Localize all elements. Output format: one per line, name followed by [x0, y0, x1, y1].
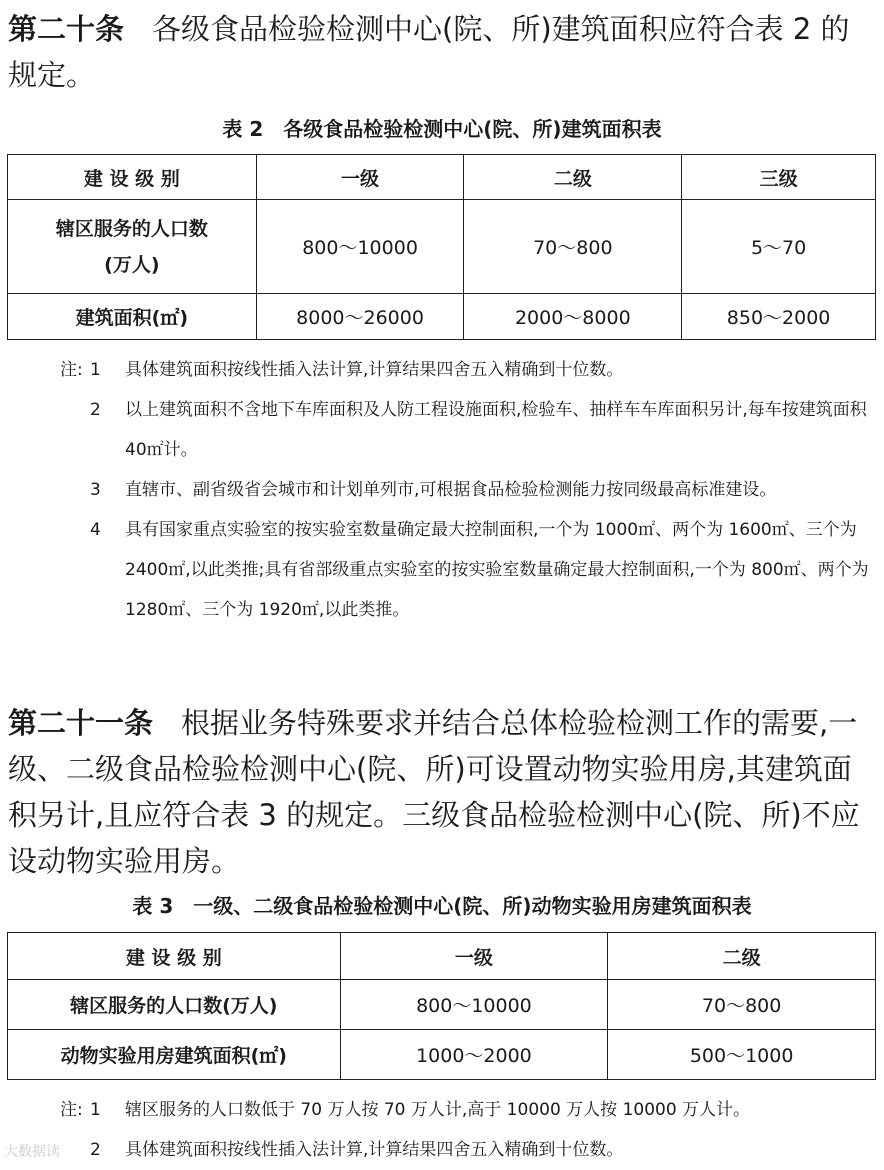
article-21	[8, 700, 876, 884]
table-2-caption: 表 2 各级食品检验检测中心(院、所)建筑面积表	[222, 117, 662, 141]
table-2-header-row	[8, 155, 876, 200]
note-number: 1	[90, 360, 101, 380]
table-row	[8, 200, 876, 294]
watermark: 大数据读	[4, 1144, 60, 1160]
note-text: 直辖市、副省级省会城市和计划单列市,可根据食品检验检测能力按同级最高标准建设。	[125, 480, 777, 500]
table-3-header-cell: 二级	[608, 933, 876, 980]
table-2-header-cell: 一级	[256, 155, 464, 200]
table-2-notes	[60, 350, 876, 630]
table-2-header-cell: 二级	[464, 155, 682, 200]
table-3-notes	[60, 1090, 876, 1170]
note-item	[60, 350, 876, 390]
table-cell: 70～800	[608, 980, 876, 1030]
table-3-header-cell: 建 设 级 别	[8, 933, 341, 980]
note-item	[60, 390, 876, 470]
article-21-text: 根据业务特殊要求并结合总体检验检测工作的需要,一级、二级食品检验检测中心(院、所)可设置动物实验用房,其建筑面积另计,且应符合表 3 的规定。三级食品检验检测中心(院、所)不应设动物实验用房。	[8, 706, 860, 878]
table-cell: 800～10000	[340, 980, 608, 1030]
table-3	[7, 932, 876, 1080]
note-number: 1	[90, 1100, 101, 1120]
table-cell: 1000～2000	[340, 1030, 608, 1080]
table-cell: 800～10000	[256, 200, 464, 294]
note-number: 4	[90, 520, 101, 540]
table-cell: 850～2000	[682, 294, 876, 340]
table-cell: 8000～26000	[256, 294, 464, 340]
table-3-header-row	[8, 933, 876, 980]
table-2-row-label	[8, 200, 257, 294]
table-cell: 2000～8000	[464, 294, 682, 340]
note-text: 以上建筑面积不含地下车库面积及人防工程设施面积,检验车、抽样车车库面积另计,每车按建筑面积 40㎡计。	[125, 400, 867, 460]
table-row	[8, 980, 876, 1030]
table-3-row-label: 动物实验用房建筑面积(㎡)	[8, 1030, 341, 1080]
article-20-text: 各级食品检验检测中心(院、所)建筑面积应符合表 2 的规定。	[8, 12, 850, 92]
table-2-header-cell: 三级	[682, 155, 876, 200]
table-3-row-label: 辖区服务的人口数(万人)	[8, 980, 341, 1030]
table-3-caption: 表 3 一级、二级食品检验检测中心(院、所)动物实验用房建筑面积表	[132, 894, 752, 918]
article-21-number: 第二十一条	[8, 706, 154, 740]
note-text: 具体建筑面积按线性插入法计算,计算结果四舍五入精确到十位数。	[125, 360, 624, 380]
article-20	[8, 6, 876, 98]
note-number: 2	[90, 400, 101, 420]
notes-label: 注:	[60, 360, 83, 380]
notes-label: 注:	[60, 1100, 83, 1120]
row-label-line: 辖区服务的人口数	[55, 217, 208, 240]
note-number: 3	[90, 480, 101, 500]
row-label-line: (万人)	[104, 253, 160, 276]
note-item	[60, 510, 876, 630]
table-2-row-label: 建筑面积(㎡)	[8, 294, 257, 340]
note-text: 具有国家重点实验室的按实验室数量确定最大控制面积,一个为 1000㎡、两个为 1600㎡、三个为 2400㎡,以此类推;具有省部级重点实验室的按实验室数量确定最大控制面积,一个为 800㎡、两个为 1280㎡、三个为 1920㎡,以此类推。	[125, 520, 869, 620]
table-cell: 70～800	[464, 200, 682, 294]
table-cell: 5～70	[682, 200, 876, 294]
note-item	[60, 1130, 876, 1170]
table-cell: 500～1000	[608, 1030, 876, 1080]
table-2	[7, 154, 876, 340]
article-20-number: 第二十条	[8, 12, 125, 46]
table-2-header-cell: 建 设 级 别	[8, 155, 257, 200]
note-text: 具体建筑面积按线性插入法计算,计算结果四舍五入精确到十位数。	[125, 1140, 624, 1160]
note-text: 辖区服务的人口数低于 70 万人按 70 万人计,高于 10000 万人按 10000 万人计。	[125, 1100, 751, 1120]
table-3-header-cell: 一级	[340, 933, 608, 980]
table-row	[8, 1030, 876, 1080]
note-number: 2	[90, 1140, 101, 1160]
note-item	[60, 470, 876, 510]
note-item	[60, 1090, 876, 1130]
table-row	[8, 294, 876, 340]
